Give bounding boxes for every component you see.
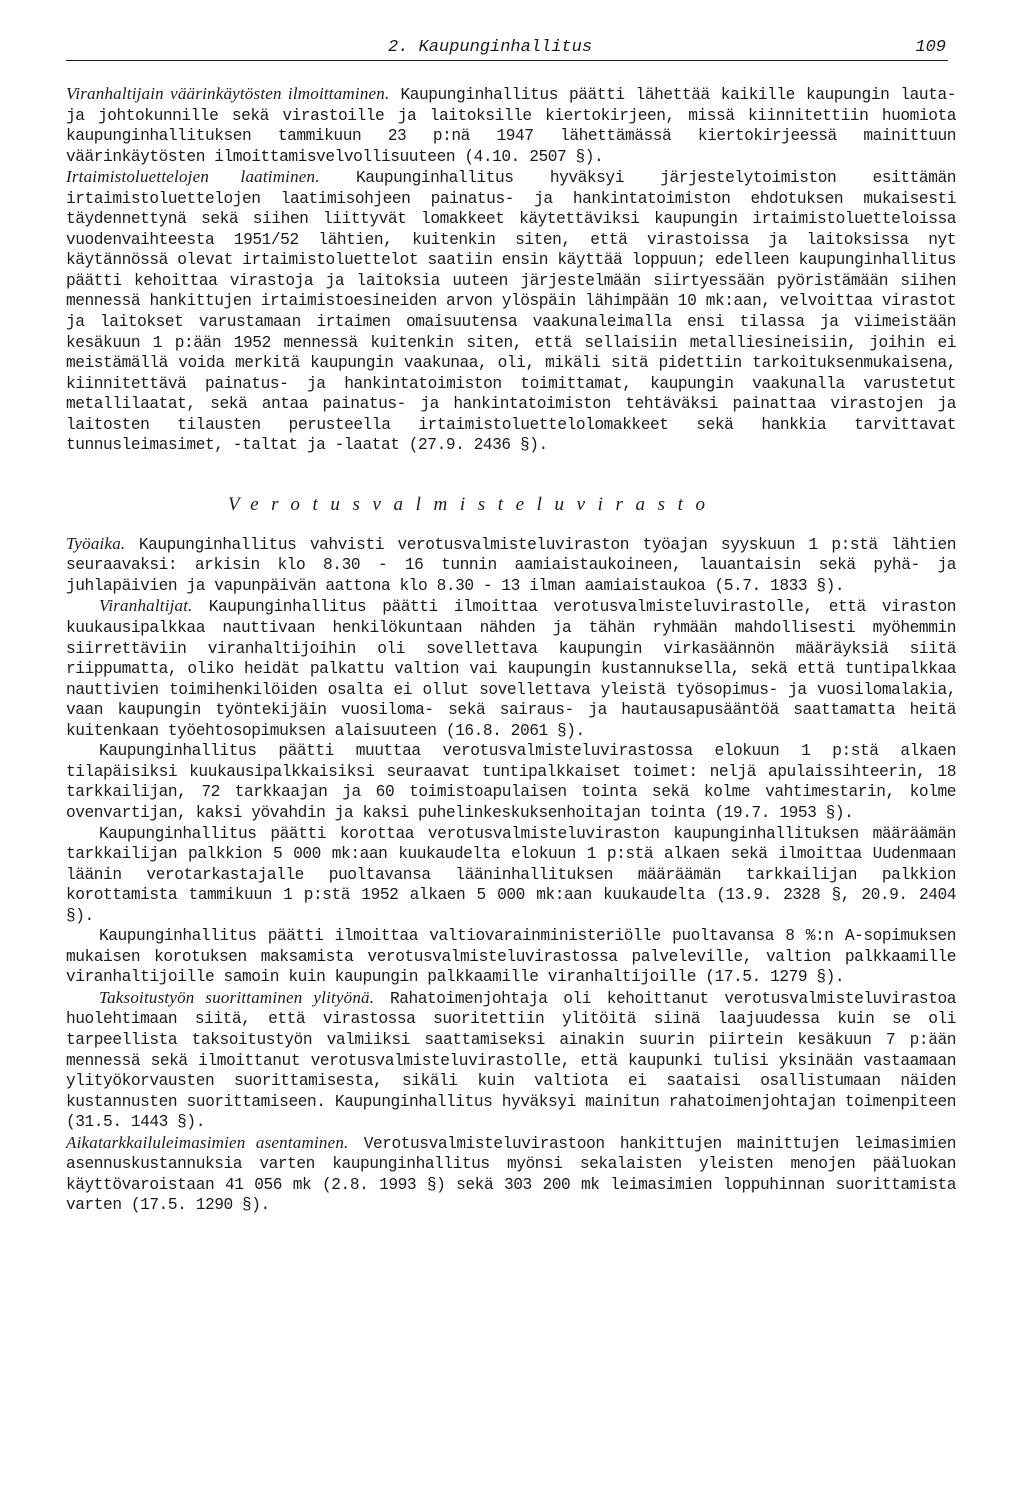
paragraph-irtaimistoluettelot: [66, 167, 956, 456]
paragraph-a-sopimus: [66, 926, 956, 988]
paragraph-tyoaika: [66, 534, 956, 597]
running-title: 2. Kaupunginhallitus: [388, 38, 593, 57]
page-number: 109: [915, 38, 946, 57]
paragraph-text: Verotusvalmisteluvirastoon hankittujen mainittujen leimasimien asennuskustannuksia varten kaupunginhallitus myönsi sekalaisten yleisten menojen pääluokan käyttövaroistaan 41 056 mk (2.8. 1993 §) sekä 303 200 mk leimasimien loppuhinnan suorittamista varten (17.5. 1290 §).: [66, 1134, 956, 1215]
paragraph-aikatarkkailuleimasimet: [66, 1133, 956, 1216]
paragraph-text: Kaupunginhallitus päätti muuttaa verotusvalmisteluvirastossa elokuun 1 p:stä alkaen tilapäisiksi kuukausipalkkaisiksi seuraavat tuntipalkkaiset toimet: neljä apulaissihteerin, 18 tarkkailijan, 72 tarkkaajan ja 60 toimistoapulaisen tointa sekä kolme vahtimestarin, kolme ovenvartijan, kaksi yövahdin ja kaksi puhelinkeskuksenhoitajan tointa (19.7. 1953 §).: [66, 742, 956, 822]
paragraph-viranhaltijain-vaarinkaytokset: [66, 84, 956, 167]
paragraph-lead: Työaika.: [66, 533, 126, 553]
paragraph-lead: Viranhaltijat.: [99, 596, 193, 616]
paragraph-lead: Viranhaltijain väärinkäytösten ilmoittaminen.: [66, 84, 390, 103]
paragraph-text: Kaupunginhallitus hyväksyi järjestelytoimiston esittämän irtaimistoluettelojen laatimisohjeen painatus- ja hankintatoimiston ehdotuksen mukaisesti täydennettynä sekä siihen liittyvät lomakkeet käytettäviksi kaupungin irtaimistoluetteloissa vuodenvaihteesta 1951/52 lähtien, kuitenkin siten, että virastoissa ja laitoksissa nyt käytännössä olevat irtaimistoluettelot saatiin ensin käyttää loppuun; edelleen kaupunginhallitus päätti kehoittaa virastoja ja laitoksia uuteen järjestelmään siirtyessään pyöristämään siihen mennessä hankittujen irtaimistoesineiden arvon ylöspäin lähimpään 10 mk:aan, velvoittaa virastot ja laitokset varustamaan irtaimen omaisuutensa vaakunaleimalla ensi tilassa ja viimeistään kesäkuun 1 p:ään 1952 mennessä kuitenkin siten, että sellaisiin metalliesineisiin, joihin ei meistämällä voida merkitä kaupungin vaakunaa, oli, mikäli sitä pidettiin tarkoituksenmukaisena, kiinnitettävä painatus- ja hankintatoimiston toimittamat, kaupungin vaakunalla varustetut metallilaatat, sekä antaa painatus- ja hankintatoimiston tehtäväksi painattaa virastojen ja laitosten tilausten perusteella irtaimistoluettelolomakkeet sekä hankkia tarvittavat tunnusleimasimet, -taltat ja -laatat (27.9. 2436 §).: [66, 169, 956, 455]
paragraph-viranhaltijat: [66, 596, 956, 741]
paragraph-text: Kaupunginhallitus päätti korottaa verotusvalmisteluviraston kaupunginhallituksen määräämän tarkkailijan palkkion 5 000 mk:aan kuukaudelta elokuun 1 p:stä alkaen sekä ilmoittaa Uudenmaan läänin verotarkastajalle puoltavansa lääninhallituksen määräämän tarkkailijan palkkion korottamista tammikuun 1 p:stä 1952 alkaen 5 000 mk:aan kuukaudelta (13.9. 2328 §, 20.9. 2404 §).: [66, 824, 956, 925]
paragraph-tarkkailijan-palkkio: [66, 824, 956, 927]
paragraph-lead: Taksoitustyön suorittaminen ylityönä.: [99, 987, 375, 1007]
paragraph-text: Kaupunginhallitus päätti ilmoittaa valtiovarainministeriölle puoltavansa 8 %:n A-sopimuksen mukaisen korotuksen maksamista verotusvalmisteluvirastossa palveleville, valtion palkkaamille viranhaltijoille samoin kuin kaupungin palkkaamille viranhaltijoille (17.5. 1279 §).: [66, 927, 956, 987]
paragraph-text: Kaupunginhallitus päätti lähettää kaikille kaupungin lauta- ja johtokunnille sekä virastoille ja laitoksille kiertokirjeen, missä kiinnitettiin huomiota kaupunginhallituksen tammikuun 23 p:nä 1947 lähettämässä kiertokirjeessä mainittuun väärinkäytösten ilmoittamisvelvollisuuteen (4.10. 2507 §).: [66, 86, 956, 166]
paragraph-lead: Aikatarkkailuleimasimien asentaminen.: [66, 1132, 349, 1152]
paragraph-taksoitustyo: [66, 988, 956, 1133]
page-body: [66, 84, 956, 1216]
page-header: [66, 36, 948, 61]
paragraph-lead: Irtaimistoluettelojen laatiminen.: [66, 167, 320, 187]
paragraph-tilapaiset-toimet: [66, 741, 956, 823]
paragraph-text: Kaupunginhallitus päätti ilmoittaa verotusvalmisteluvirastolle, että viraston kuukausipalkkaa nauttivaan henkilökuntaan nähden ja tähän ryhmään mahdollisesti myöhemmin siirrettäviin viranhaltijoihin oli sovellettava kaupungin virkasäännön määräyksiä siitä riippumatta, oliko heidät palkattu valtion vai kaupungin kustannuksella, sekä että tuntipalkkaa nauttivien toimihenkilöiden osalta ei ollut sovellettava yleistä työsopimus- ja vuosilomalakia, vaan kaupungin työntekijäin vuosiloma- sekä sairaus- ja hautausapusääntöä saattamatta heitä kuitenkaan työehtosopimuksen alaisuuteen (16.8. 2061 §).: [66, 598, 956, 740]
section-heading: Verotusvalmisteluvirasto: [228, 493, 718, 515]
paragraph-text: Kaupunginhallitus vahvisti verotusvalmisteluviraston työajan syyskuun 1 p:stä lähtien seuraavaksi: arkisin klo 8.30 - 16 tunnin aamiaistaukoineen, lauantaisin sekä pyhä- ja juhlapäivien ja vapunpäivän aattona klo 8.30 - 13 ilman aamiaistaukoa (5.7. 1833 §).: [66, 535, 956, 595]
paragraph-text: Rahatoimenjohtaja oli kehoittanut verotusvalmisteluvirastoa huolehtimaan siitä, että virastossa suoritettiin ylitöitä siinä laajuudessa kuin se oli tarpeellista taksoitustyön valmiiksi saattamiseksi ainakin suurin piirtein kesäkuun 7 p:ään mennessä sekä ilmoittanut verotusvalmisteluvirastolle, että kaupunki tulisi yksinään vastaamaan ylityökorvausten suorittamisesta, sikäli kuin valtiota ei saataisi osallistumaan näiden kustannusten suorittamiseen. Kaupunginhallitus hyväksyi mainitun rahatoimenjohtajan toimenpiteen (31.5. 1443 §).: [66, 989, 956, 1132]
